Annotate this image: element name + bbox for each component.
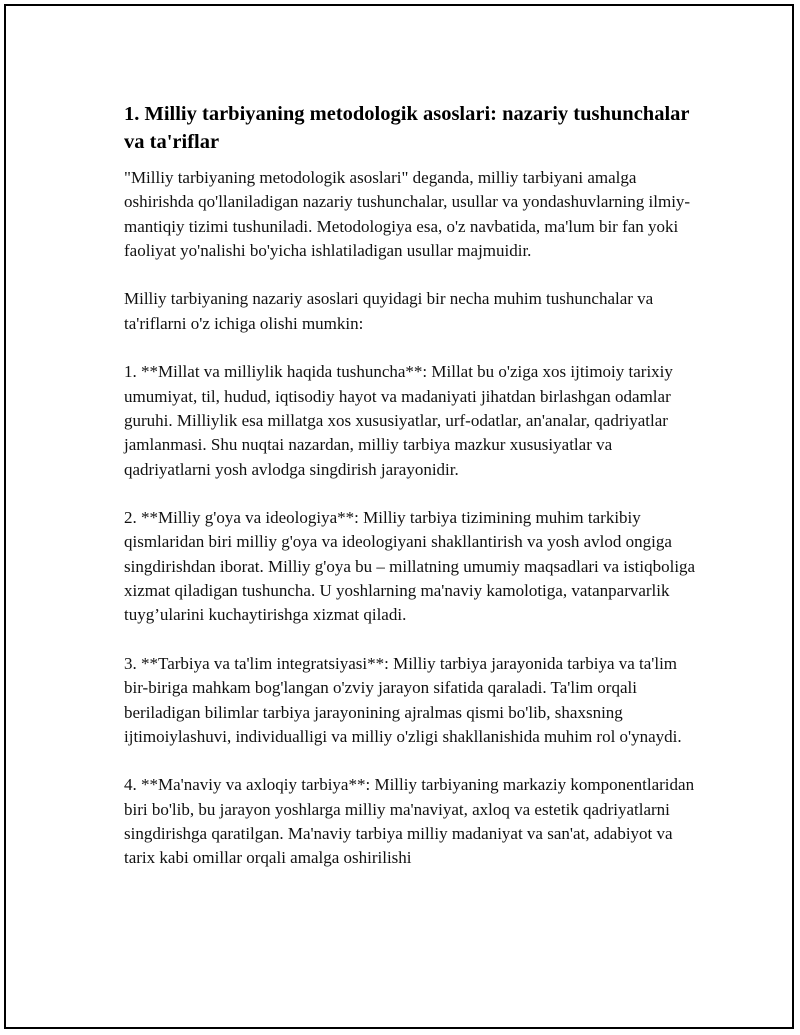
paragraph-item-2: 2. **Milliy g'oya va ideologiya**: Milliy tarbiya tizimining muhim tarkibiy qismlaridan biri milliy g'oya va ideologiyani shakllantirish va yosh avlod ongiga singdirishdan iborat. Milliy g'oya bu – millatning umumiy maqsadlari va istiqboliga xizmat qiladigan tushuncha. U yoshlarning ma'naviy kamolotiga, vatanparvarlik tuyg’ularini kuchaytirishga xizmat qiladi. bbox=[124, 508, 700, 625]
document-heading: 1. Milliy tarbiyaning metodologik asoslari: nazariy tushunchalar va ta'riflar bbox=[124, 103, 690, 153]
paragraph-item-3: 3. **Tarbiya va ta'lim integratsiyasi**: Milliy tarbiya jarayonida tarbiya va ta'lim bir-biriga mahkam bog'langan o'zviy jarayon sifatida qaraladi. Ta'lim orqali beriladigan bilimlar tarbiya jarayonining ajralmas qismi bo'lib, shaxsning ijtimoiylashuvi, individualligi va milliy o'zligi shakllanishida muhim rol o'ynaydi. bbox=[124, 653, 682, 746]
paragraph-item-4: 4. **Ma'naviy va axloqiy tarbiya**: Milliy tarbiyaning markaziy komponentlaridan biri bo'lib, bu jarayon yoshlarga milliy ma'naviyat, axloq va estetik qadriyatlarni singdirishga qaratilgan. Ma'naviy tarbiya milliy madaniyat va san'at, adabiyot va tarix kabi omillar orqali amalga oshirilishi bbox=[124, 775, 699, 868]
page-frame bbox=[4, 4, 794, 1029]
paragraph-intro: "Milliy tarbiyaning metodologik asoslari" deganda, milliy tarbiyani amalga oshirishda qo'llaniladigan nazariy tushunchalar, usullar va yondashuvlarning ilmiy-mantiqiy tizimi tushuniladi. Metodologiya esa, o'z navbatida, ma'lum bir fan yoki faoliyat yo'nalishi bo'yicha ishlatiladigan usullar majmuidir. bbox=[124, 168, 691, 260]
paragraph-lead: Milliy tarbiyaning nazariy asoslari quyidagi bir necha muhim tushunchalar va ta'riflarni o'z ichiga olishi mumkin: bbox=[124, 289, 658, 333]
paragraph-item-1: 1. **Millat va milliylik haqida tushuncha**: Millat bu o'ziga xos ijtimoiy tarixiy umumiyat, til, hudud, iqtisodiy hayot va madaniyati jihatdan birlashgan odamlar guruhi. Milliylik esa millatga xos xususiyatlar, urf-odatlar, an'analar, qadriyatlar jamlanmasi. Shu nuqtai nazardan, milliy tarbiya mazkur xususiyatlar va qadriyatlarni yosh avlodga singdirish jarayonidir. bbox=[124, 362, 678, 479]
document-body bbox=[124, 100, 698, 895]
